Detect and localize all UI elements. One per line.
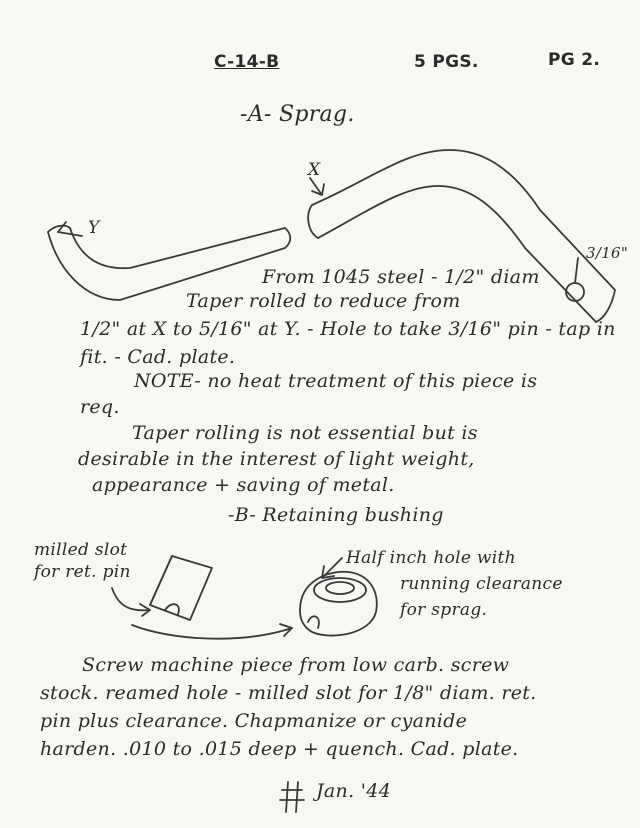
label-x: X <box>308 160 321 180</box>
callout-hole-line-2: running clearance <box>400 574 563 594</box>
part-a-line-8: desirable in the interest of light weight, <box>78 448 475 470</box>
part-b-title: -B- Retaining bushing <box>228 504 444 526</box>
part-a-title: -A- Sprag. <box>240 102 355 127</box>
page-number: PG 2. <box>548 50 601 70</box>
part-a-line-2: Taper rolled to reduce from <box>186 290 461 312</box>
part-a-line-4: fit. - Cad. plate. <box>80 346 236 368</box>
part-b-line-4: harden. .010 to .015 deep + quench. Cad. plate. <box>40 738 519 760</box>
part-a-line-1: From 1045 steel - 1/2" diam <box>262 266 540 288</box>
part-a-note: NOTE- no heat treatment of this piece is <box>134 370 538 392</box>
part-b-line-1: Screw machine piece from low carb. screw <box>82 654 510 676</box>
part-b-line-3: pin plus clearance. Chapmanize or cyanide <box>40 710 468 732</box>
page-count: 5 PGS. <box>414 52 479 72</box>
signature-date: Jan. '44 <box>316 780 392 802</box>
sprag-hole <box>566 283 584 301</box>
label-y: Y <box>88 218 100 238</box>
part-a-line-7: Taper rolling is not essential but is <box>132 422 478 444</box>
part-a-line-3: 1/2" at X to 5/16" at Y. - Hole to take 3/16" pin - tap in <box>80 318 616 340</box>
document-code: C-14-B <box>214 52 280 72</box>
callout-slot-line-1: milled slot <box>34 540 128 560</box>
callout-hole-line-3: for sprag. <box>400 600 488 620</box>
part-a-line-6: req. <box>80 396 120 418</box>
part-a-line-9: appearance + saving of metal. <box>92 474 395 496</box>
part-b-line-2: stock. reamed hole - milled slot for 1/8" diam. ret. <box>40 682 537 704</box>
bushing-slot-block <box>150 556 212 620</box>
callout-slot-line-2: for ret. pin <box>34 562 131 582</box>
callout-hole-line-1: Half inch hole with <box>346 548 516 568</box>
sprag-left-outline-top <box>70 228 285 268</box>
hole-dimension: 3/16" <box>586 244 629 262</box>
